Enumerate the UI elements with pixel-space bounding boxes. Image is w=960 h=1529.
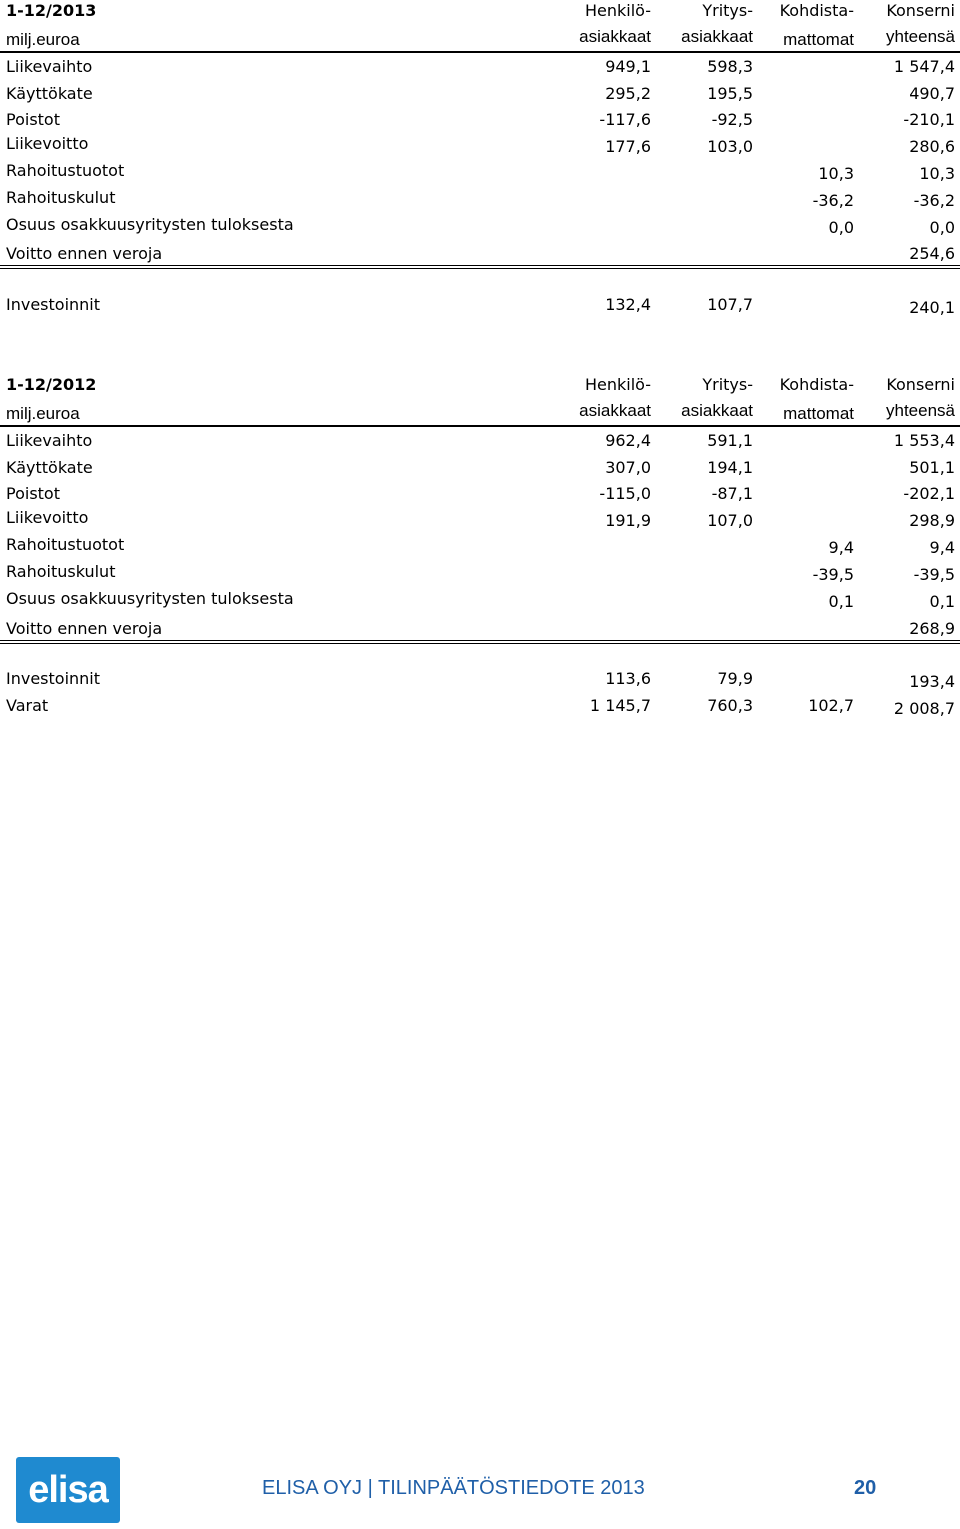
cell: -117,6 xyxy=(599,110,651,129)
total-double-rule xyxy=(0,640,960,644)
cell: -36,2 xyxy=(913,191,955,210)
header-rule xyxy=(0,425,960,427)
cell: 1 547,4 xyxy=(893,57,955,76)
cell: 1 145,7 xyxy=(589,696,651,715)
row-label: Osuus osakkuusyritysten tuloksesta xyxy=(6,589,294,608)
header-kohdistamattomat-line2: mattomat xyxy=(783,30,854,49)
period-label: 1-12/2012 xyxy=(6,375,97,394)
cell: 9,4 xyxy=(929,538,955,557)
unit-label: milj.euroa xyxy=(6,404,80,423)
cell: 9,4 xyxy=(828,538,854,557)
cell: 280,6 xyxy=(909,137,955,156)
header-henkiloasiakkaat-line1: Henkilö- xyxy=(584,1,651,20)
header-yritysasiakkaat-line2: asiakkaat xyxy=(681,27,753,46)
cell: 191,9 xyxy=(605,511,651,530)
unit-label: milj.euroa xyxy=(6,30,80,49)
cell: -202,1 xyxy=(903,484,955,503)
page-number: 20 xyxy=(854,1477,877,1499)
cell: 10,3 xyxy=(919,164,955,183)
cell: 10,3 xyxy=(818,164,854,183)
cell: 107,0 xyxy=(707,511,753,530)
cell: 2 008,7 xyxy=(893,699,955,718)
row-label: Liikevoitto xyxy=(6,508,89,527)
header-rule xyxy=(0,51,960,53)
cell: 107,7 xyxy=(707,295,753,314)
cell: 0,1 xyxy=(929,592,955,611)
cell: 490,7 xyxy=(909,84,955,103)
cell: 102,7 xyxy=(808,696,854,715)
cell: 79,9 xyxy=(717,669,753,688)
cell: 103,0 xyxy=(707,137,753,156)
row-label: Liikevaihto xyxy=(6,57,93,76)
header-henkiloasiakkaat-line2: asiakkaat xyxy=(579,27,651,46)
cell: 254,6 xyxy=(909,244,955,263)
row-label: Osuus osakkuusyritysten tuloksesta xyxy=(6,215,294,234)
cell: 962,4 xyxy=(605,431,651,450)
row-label: Varat xyxy=(6,696,49,715)
elisa-logo-text: elisa xyxy=(28,1469,108,1511)
cell: -36,2 xyxy=(812,191,854,210)
cell: 177,6 xyxy=(605,137,651,156)
header-konserni-line1: Konserni xyxy=(886,1,955,20)
cell: -39,5 xyxy=(812,565,854,584)
header-konserni-line2: yhteensä xyxy=(886,401,955,420)
cell: -87,1 xyxy=(711,484,753,503)
cell: -39,5 xyxy=(913,565,955,584)
cell: 268,9 xyxy=(909,619,955,638)
header-konserni-line1: Konserni xyxy=(886,375,955,394)
cell: 298,9 xyxy=(909,511,955,530)
period-label: 1-12/2013 xyxy=(6,1,97,20)
row-label: Käyttökate xyxy=(6,458,93,477)
cell: 307,0 xyxy=(605,458,651,477)
cell: 598,3 xyxy=(707,57,753,76)
cell: -210,1 xyxy=(903,110,955,129)
row-label: Poistot xyxy=(6,484,60,503)
cell: -115,0 xyxy=(599,484,651,503)
cell: 240,1 xyxy=(909,298,955,317)
header-kohdistamattomat-line1: Kohdista- xyxy=(779,1,854,20)
cell: 295,2 xyxy=(605,84,651,103)
header-kohdistamattomat-line2: mattomat xyxy=(783,404,854,423)
row-label: Investoinnit xyxy=(6,669,101,688)
header-yritysasiakkaat-line1: Yritys- xyxy=(702,1,753,20)
header-yritysasiakkaat-line1: Yritys- xyxy=(702,375,753,394)
row-label: Käyttökate xyxy=(6,84,93,103)
header-konserni-line2: yhteensä xyxy=(886,27,955,46)
footer-title: ELISA OYJ | TILINPÄÄTÖSTIEDOTE 2013 xyxy=(262,1477,645,1499)
row-label: Voitto ennen veroja xyxy=(6,244,163,263)
row-label: Rahoitustuotot xyxy=(6,161,125,180)
row-label: Voitto ennen veroja xyxy=(6,619,163,638)
row-label: Rahoituskulut xyxy=(6,562,116,581)
row-label: Liikevaihto xyxy=(6,431,93,450)
cell: 1 553,4 xyxy=(893,431,955,450)
row-label: Poistot xyxy=(6,110,60,129)
row-label: Investoinnit xyxy=(6,295,101,314)
cell: 591,1 xyxy=(707,431,753,450)
elisa-logo xyxy=(16,1457,120,1523)
cell: 113,6 xyxy=(605,669,651,688)
cell: 0,1 xyxy=(828,592,854,611)
cell: 132,4 xyxy=(605,295,651,314)
header-yritysasiakkaat-line2: asiakkaat xyxy=(681,401,753,420)
header-kohdistamattomat-line1: Kohdista- xyxy=(779,375,854,394)
row-label: Rahoituskulut xyxy=(6,188,116,207)
cell: 193,4 xyxy=(909,672,955,691)
cell: 0,0 xyxy=(929,218,955,237)
row-label: Rahoitustuotot xyxy=(6,535,125,554)
cell: 949,1 xyxy=(605,57,651,76)
cell: -92,5 xyxy=(711,110,753,129)
cell: 194,1 xyxy=(707,458,753,477)
total-double-rule xyxy=(0,265,960,269)
cell: 195,5 xyxy=(707,84,753,103)
header-henkiloasiakkaat-line2: asiakkaat xyxy=(579,401,651,420)
cell: 760,3 xyxy=(707,696,753,715)
cell: 501,1 xyxy=(909,458,955,477)
row-label: Liikevoitto xyxy=(6,134,89,153)
cell: 0,0 xyxy=(828,218,854,237)
header-henkiloasiakkaat-line1: Henkilö- xyxy=(584,375,651,394)
